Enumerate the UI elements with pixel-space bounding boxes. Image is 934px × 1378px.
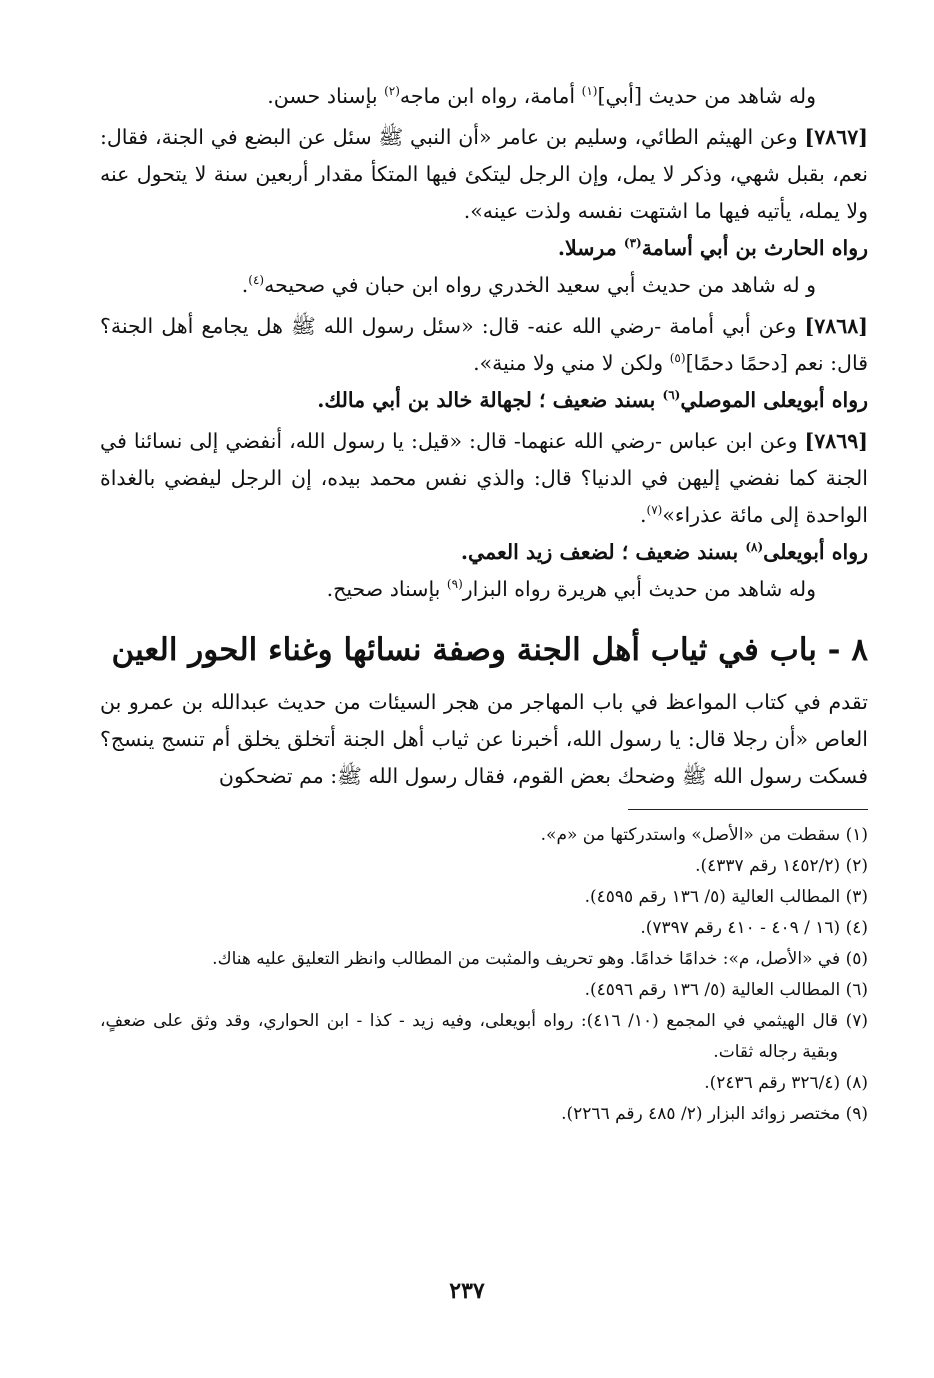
footnote-4: (٤) (١٦ / ٤٠٩ - ٤١٠ رقم ٧٣٩٧).	[640, 918, 868, 938]
footnote-ref-8: (٨)	[745, 540, 764, 555]
chapter-intro-paragraph: تقدم في كتاب المواعظ في باب المهاجر من هجر السيئات من حديث عبدالله بن عمرو بن العاص «أن رجلا قال: يا رسول الله، أخبرنا عن ثياب أهل الجنة أتخلق يخلق أم تنسج ينسج؟ فسكت رسول الله ﷺ وضحك بعض القوم، فقال رسول الله ﷺ: مم تضحكون	[100, 690, 868, 788]
chapter-heading: ٨ - باب في ثياب أهل الجنة وصفة نسائها وغناء الحور العين	[111, 632, 868, 668]
footnote-9: (٩) مختصر زوائد البزار (٢/ ٤٨٥ رقم ٢٢٦٦).	[561, 1104, 868, 1124]
footnote-ref-3: (٣)	[623, 236, 642, 251]
narration-abu-yala-mawsili: رواه أبويعلى الموصلي$^{(٦)}$ بسند ضعيف ؛ لجهالة خالد بن أبي مالك.	[317, 388, 868, 412]
footnote-3: (٣) المطالب العالية (٥/ ١٣٦ رقم ٤٥٩٥).	[584, 887, 868, 907]
footnote-7: (٧) قال الهيثمي في المجمع (١٠/ ٤١٦): رواه أبويعلى، وفيه زيد - كذا - ابن الحواري، وقد وثق على ضعفٍ، وبقية رجاله ثقات.	[100, 1011, 868, 1062]
footnote-8: (٨) (٣٢٦/٤ رقم ٢٤٣٦).	[704, 1073, 868, 1093]
paragraph-witness-abu-said: و له شاهد من حديث أبي سعيد الخدري رواه ابن حبان في صحيحه$^{(٤)}$.	[241, 273, 816, 297]
narration-abu-yala: رواه أبويعلى$^{(٨)}$ بسند ضعيف ؛ لضعف زيد العمي.	[460, 540, 868, 564]
footnote-ref-4: (٤)	[248, 273, 265, 288]
narration-harith: رواه الحارث بن أبي أسامة$^{(٣)}$ مرسلا.	[557, 236, 868, 260]
footnote-2: (٢) (١٤٥٢/٢ رقم ٤٣٣٧).	[695, 856, 868, 876]
footnote-ref-5: (٥)	[669, 351, 686, 366]
footnote-6: (٦) المطالب العالية (٥/ ١٣٦ رقم ٤٥٩٦).	[584, 980, 868, 1000]
hadith-7868: [٧٨٦٨] وعن أبي أمامة -رضي الله عنه- قال: «سئل رسول الله ﷺ هل يجامع أهل الجنة؟ قال: نعم [دحمًا دحمًا]$^{(٥)}$ ولكن لا مني ولا منية».	[100, 314, 868, 375]
hadith-7867: [٧٨٦٧] وعن الهيثم الطائي، وسليم بن عامر «أن النبي ﷺ سئل عن البضع في الجنة، فقال: نعم، بقبل شهي، وذكر لا يمل، وإن الرجل ليتكئ فيها المتكأ مقدار أربعين سنة لا يتحول عنه ولا يمله، يأتيه فيها ما اشتهت نفسه ولذت عينه».	[100, 125, 868, 223]
hadith-7869: [٧٨٦٩] وعن ابن عباس -رضي الله عنهما- قال: «قيل: يا رسول الله، أنفضي إلى نسائنا في الجنة كما نفضي إليهن في الدنيا؟ قال: والذي نفس محمد بيده، إن الرجل ليفضي بالغداة الواحدة إلى مائة عذراء»$^{(٧)}$.	[100, 429, 868, 527]
hadith-number: [٧٨٦٨]	[804, 314, 868, 338]
footnote-5: (٥) في «الأصل، م»: خدامًا خدامًا. وهو تحريف والمثبت من المطالب وانظر التعليق عليه هناك.	[212, 949, 868, 969]
footnote-ref-9: (٩)	[446, 577, 463, 592]
paragraph-witness-abu-hurayra: وله شاهد من حديث أبي هريرة رواه البزار$^{(٩)}$ بإسناد صحيح.	[326, 577, 816, 601]
hadith-number: [٧٨٦٩]	[804, 429, 868, 453]
footnote-ref-2: (٢)	[384, 84, 400, 99]
footnote-divider	[628, 809, 868, 810]
footnote-ref-7: (٧)	[646, 503, 663, 518]
footnotes	[100, 820, 868, 1130]
footnote-ref-1: (١)	[581, 84, 598, 99]
hadith-number: [٧٨٦٧]	[804, 125, 868, 149]
paragraph-witness-abu-umama: وله شاهد من حديث [أبي]$^{(١)}$ أمامة، رواه ابن ماجه$^{(٢)}$ بإسناد حسن.	[267, 84, 816, 108]
page-number: ٢٣٧	[449, 1278, 485, 1304]
footnote-1: (١) سقطت من «الأصل» واستدركتها من «م».	[540, 825, 868, 845]
footnote-ref-6: (٦)	[662, 388, 681, 403]
